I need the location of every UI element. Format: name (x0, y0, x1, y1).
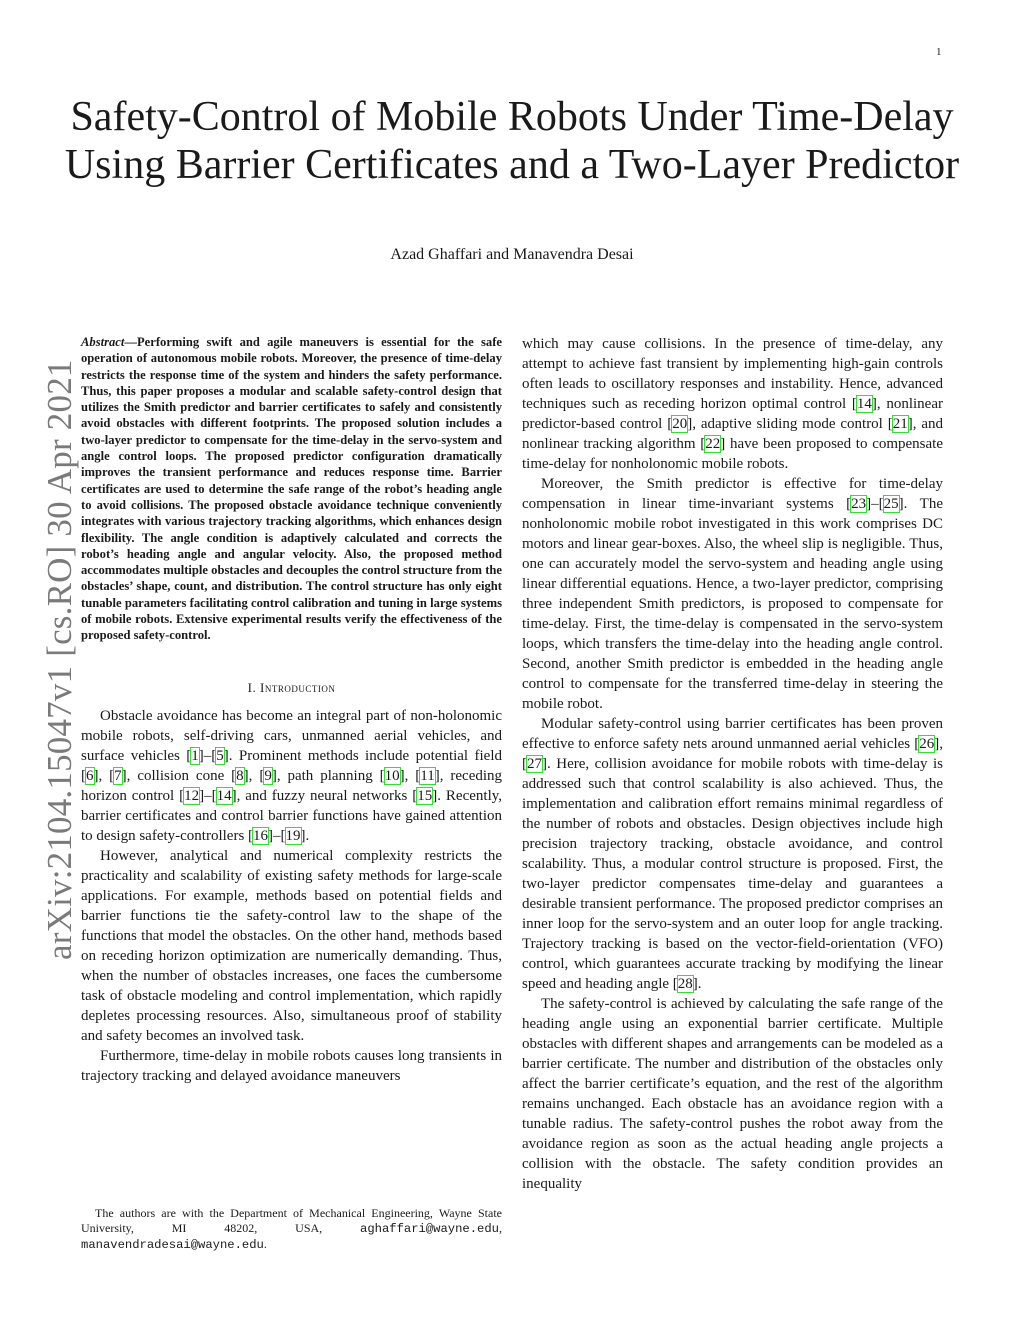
arxiv-stamp: arXiv:2104.15047v1 [cs.RO] 30 Apr 2021 (40, 359, 79, 960)
citation-link[interactable]: 19 (285, 827, 301, 844)
citation-link[interactable]: 25 (883, 496, 899, 512)
intro-paragraph-3: Furthermore, time-delay in mobile robots causes long transients in trajectory tracking and delayed avoidance maneuvers (81, 1047, 502, 1084)
section-title: Introduction (260, 679, 336, 695)
citation-link[interactable]: 5 (216, 747, 224, 764)
citation-link[interactable]: 27 (527, 756, 542, 772)
abstract (81, 334, 502, 644)
citation-link[interactable]: 6 (86, 767, 94, 784)
citation-link[interactable]: 1 (191, 747, 199, 764)
footnote: The authors are with the Department of Mechanical Engineering, Wayne State University, MI 48202, USA, aghaffari@wayne.edu, manavendradesai@wayne.edu. (81, 1206, 502, 1252)
citation-link[interactable]: 21 (892, 416, 908, 432)
abstract-text: Performing swift and agile maneuvers is essential for the safe operation of autonomous mobile robots. Moreover, the presence of time-delay restricts the response time of the system and hinders the safety performance. Thus, this paper proposes a modular and scalable safety-control design that utilizes the Smith predictor and barrier certificates to safely and consistently avoid obstacles with different footprints. The proposed solution includes a two-layer predictor to compensate for the time-delay in the servo-system and angle control loops. The proposed predictor configuration dramatically improves the transient performance and reduces response time. Barrier certificates are used to determine the safe range of the robot’s heading angle to avoid collisions. The proposed obstacle avoidance technique conveniently integrates with various trajectory tracking algorithms, which enhances design flexibility. The angle condition is adaptively calculated and corrects the robot’s heading angle and angular velocity. Also, the proposed method accommodates multiple obstacles and decouples the control structure from the obstacles’ shape, count, and distribution. The control structure has only eight tunable parameters facilitating control calibration and tuning in large systems of mobile robots. Extensive experimental results verify the effectiveness of the proposed safety-control. (81, 335, 502, 643)
citation-link[interactable]: 22 (705, 436, 721, 452)
citation-link[interactable]: 15 (417, 787, 433, 804)
citation-link[interactable]: 12 (184, 787, 200, 804)
abstract-label: Abstract (81, 335, 125, 349)
email-link[interactable]: aghaffari@wayne.edu (360, 1222, 499, 1236)
citation-link[interactable]: 8 (236, 767, 244, 784)
citation-link[interactable]: 10 (384, 767, 400, 784)
section-heading (81, 678, 502, 698)
citation-link[interactable]: 16 (253, 827, 269, 844)
citation-link[interactable]: 26 (919, 736, 935, 752)
citation-link[interactable]: 14 (856, 396, 872, 412)
citation-link[interactable]: 14 (216, 787, 232, 804)
intro-paragraph-6: The safety-control is achieved by calculating the safe range of the heading angle using an exponential barrier certificate. Multiple obstacles with different shapes and arrangements can be modeled as a barrier certificate. The number and distribution of the obstacles only affect the barrier certificate’s equation, and the rest of the algorithm remains unchanged. Each obstacle has an avoidance region with a tunable radius. The safety-control pushes the robot away from the avoidance region as soon as the actual heading angle projects a collision with the obstacle. The safety condition provides an inequality (522, 996, 943, 1192)
intro-paragraph-4: Moreover, the Smith predictor is effective for time-delay compensation in linear time-invariant systems [23]–[25]. The nonholonomic mobile robot investigated in this work comprises DC motors and linear gear-boxes. Also, the wheel slip is negligible. Thus, one can accurately model the servo-system and heading angle using linear differential equations. Hence, a two-layer predictor, comprising three independent Smith predictors, is proposed to compensate for time-delay. First, the time-delay is compensated in the servo-system loops, which transfers the time-delay into the heading angle control. Second, another Smith predictor is embedded in the heading angle control to compensate for the transferred time-delay in steering the mobile robot. (522, 476, 943, 712)
intro-paragraph-continued: which may cause collisions. In the presence of time-delay, any attempt to achieve fast transient by implementing high-gain controls often leads to oscillatory responses and instability. Hence, advanced techniques such as receding horizon optimal control [14], nonlinear predictor-based control [20], adaptive sliding mode control [21], and nonlinear tracking algorithm [22] have been proposed to compensate time-delay for nonholonomic mobile robots. (522, 336, 944, 472)
paper-title: Safety-Control of Mobile Robots Under Time-Delay Using Barrier Certificates and a Two-Layer Predictor (64, 94, 960, 188)
citation-link[interactable]: 28 (677, 976, 693, 992)
intro-paragraph-1: Obstacle avoidance has become an integral part of non-holonomic mobile robots, self-driving cars, unmanned aerial vehicles, and surface vehicles [1]–[5]. Prominent methods include potential field [6], [7], collision cone [8], [9], path planning [10], [11], receding horizon control [12]–[14], and fuzzy neural networks [15]. Recently, barrier certificates and control barrier functions have gained attention to design safety-controllers [16]–[19]. (81, 707, 503, 844)
section-numeral: I. (247, 679, 257, 695)
email-link[interactable]: manavendradesai@wayne.edu (81, 1238, 264, 1252)
intro-paragraph-5: Modular safety-control using barrier certificates has been proven effective to enforce safety nets around unmanned aerial vehicles [26], [27]. Here, collision avoidance for mobile robots with time-delay is addressed such that control scalability is also achieved. Thus, the implementation and calibration effort remains minimal regardless of the number of robots and obstacles. Design objectives include high precision trajectory tracking, obstacle avoidance, and control scalability. Thus, a modular control structure is proposed. First, the two-layer predictor compensates time-delay and guarantees a desirable transient performance. The proposed predictor comprises an inner loop for the servo-system and an outer loop for angle tracking. Trajectory tracking is based on the vector-field-orientation (VFO) control, which guarantees accurate tracking by modifying the linear speed and heading angle [28]. (522, 716, 943, 992)
citation-link[interactable]: 9 (264, 767, 272, 784)
right-column (522, 334, 943, 1194)
citation-link[interactable]: 7 (114, 767, 122, 784)
paper-authors: Azad Ghaffari and Manavendra Desai (390, 246, 634, 263)
abstract-dash: — (124, 335, 137, 349)
citation-link[interactable]: 11 (420, 767, 435, 784)
left-column (81, 334, 502, 1086)
citation-link[interactable]: 20 (672, 416, 688, 432)
intro-paragraph-2: However, analytical and numerical complexity restricts the practicality and scalability of existing safety methods for large-scale applications. For example, methods based on potential fields and barrier functions tie the safety-control law to the shape of the functions that model the obstacles. On the other hand, methods based on receding horizon optimization are numerically demanding. Thus, when the number of obstacles increases, one faces the cumbersome task of obstacle modeling and control implementation, which rapidly depletes processing resources. Also, simultaneous proof of stability and safety becomes an involved task. (81, 847, 502, 1044)
page-number: 1 (936, 46, 942, 58)
citation-link[interactable]: 23 (851, 496, 867, 512)
